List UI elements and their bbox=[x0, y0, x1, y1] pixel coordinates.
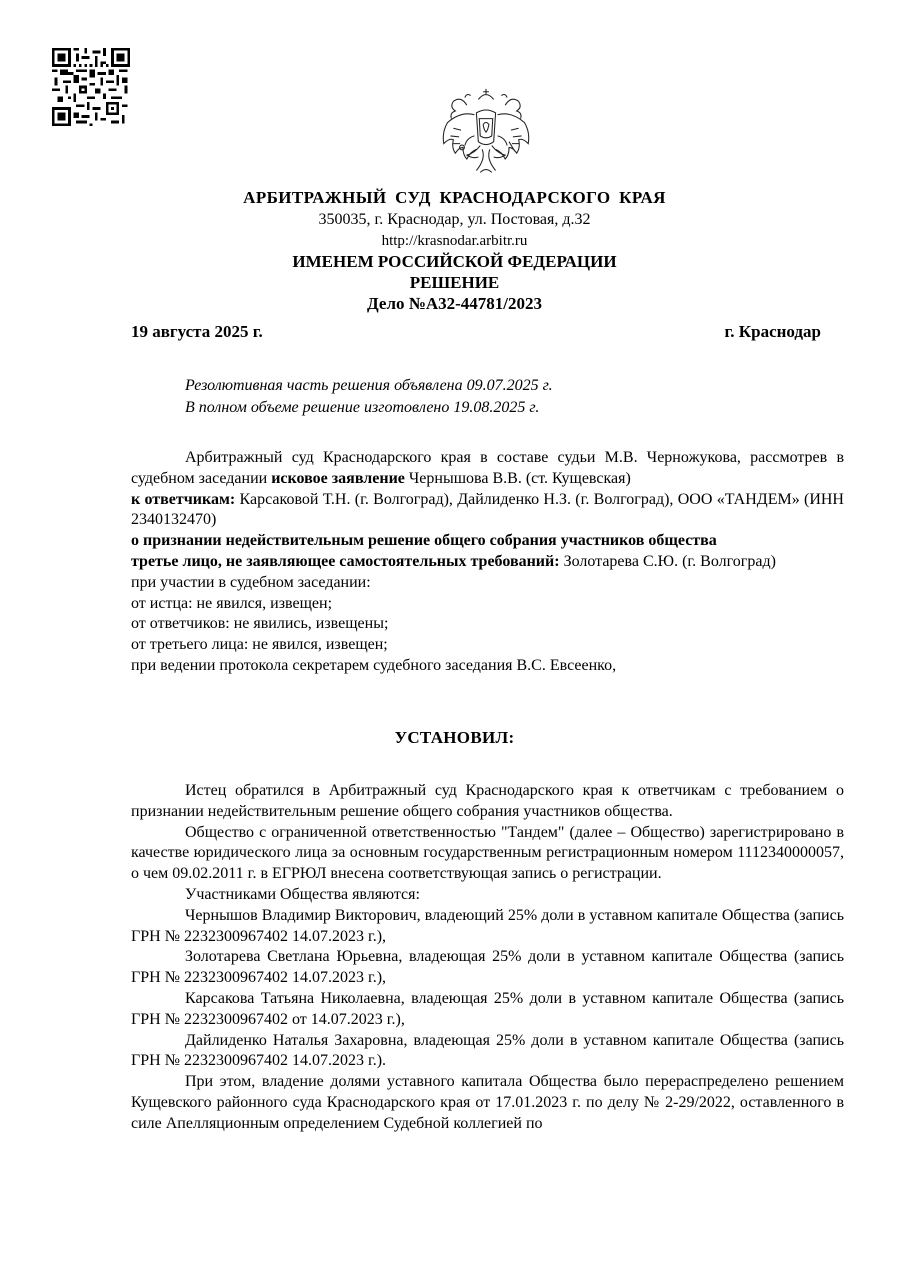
intro-paragraph-defendants-attendance: от ответчиков: не явились, извещены; bbox=[131, 615, 389, 633]
claim-subject: о признании недействительным решение общего собрания участников общества bbox=[131, 532, 717, 550]
body-paragraph: Чернышов Владимир Викторович, владеющий 25% доли в уставном капитале Общества (запись ГРН № 2232300967402 14.07.2023 г.), bbox=[131, 906, 844, 945]
third-party-label: третье лицо, не заявляющее самостоятельных требований: bbox=[131, 552, 560, 570]
body-paragraph: Карсакова Татьяна Николаевна, владеющая 25% доли в уставном капитале Общества (запись ГРН № 2232300967402 от 14.07.2023 г.), bbox=[131, 989, 844, 1028]
decision-notes bbox=[185, 375, 553, 419]
body-paragraph: Участниками Общества являются: bbox=[185, 885, 420, 903]
decision-city: г. Краснодар bbox=[724, 322, 821, 341]
intro-paragraph-participants: при участии в судебном заседании: bbox=[131, 573, 371, 591]
intro-paragraph-subject bbox=[131, 531, 844, 552]
body-paragraph: При этом, владение долями уставного капитала Общества было перераспределено решением Кущевского районного суда Краснодарского края от 17.01.2023 г. по делу № 2-29/2022, оставленного в силе Апелляционным определением Судебной коллегией по bbox=[131, 1073, 844, 1132]
intro-paragraph-court bbox=[131, 448, 844, 490]
main-section bbox=[131, 781, 844, 1135]
full-text-note: В полном объеме решение изготовлено 19.08.2025 г. bbox=[185, 399, 540, 416]
defendants-label: к ответчикам: bbox=[131, 490, 236, 508]
document-type: РЕШЕНИЕ bbox=[409, 273, 500, 292]
intro-paragraph-secretary: при ведении протокола секретарем судебного заседания В.С. Евсеенко, bbox=[131, 656, 617, 674]
intro-paragraph-defendants bbox=[131, 490, 844, 532]
qr-code bbox=[52, 48, 130, 126]
date-line bbox=[131, 322, 821, 342]
body-paragraph: Золотарева Светлана Юрьевна, владеющая 25% доли в уставном капитале Общества (запись ГРН № 2232300967402 14.07.2023 г.), bbox=[131, 948, 844, 987]
court-name: АРБИТРАЖНЫЙ СУД КРАСНОДАРСКОГО КРАЯ bbox=[243, 188, 666, 207]
body-paragraph: Дайлиденко Наталья Захаровна, владеющая 25% доли в уставном капитале Общества (запись ГРН № 2232300967402 14.07.2023 г.). bbox=[131, 1031, 844, 1070]
defendants-text: Карсаковой Т.Н. (г. Волгоград), Дайлиденко Н.З. (г. Волгоград), ООО «ТАНДЕМ» (ИНН 2340132470) bbox=[131, 490, 844, 529]
coat-of-arms-icon bbox=[437, 86, 535, 182]
court-address: 350035, г. Краснодар, ул. Постовая, д.32 bbox=[318, 211, 591, 228]
intro-section bbox=[131, 448, 844, 677]
body-paragraph: Истец обратился в Арбитражный суд Краснодарского края к ответчикам с требованием о признании недействительным решение общего собрания участников общества. bbox=[131, 782, 844, 820]
section-heading: УСТАНОВИЛ: bbox=[394, 728, 515, 747]
resolution-note: Резолютивная часть решения объявлена 09.07.2025 г. bbox=[185, 377, 553, 394]
intro-paragraph-third-party-attendance: от третьего лица: не явился, извещен; bbox=[131, 636, 388, 654]
third-party-text: Золотарева С.Ю. (г. Волгоград) bbox=[559, 552, 776, 570]
decision-date: 19 августа 2025 г. bbox=[131, 322, 263, 341]
intro-paragraph-third-party bbox=[131, 552, 844, 573]
claim-label: исковое заявление bbox=[271, 469, 405, 487]
court-website: http://krasnodar.arbitr.ru bbox=[381, 233, 528, 249]
plaintiff-text: Чернышова В.В. (ст. Кущевская) bbox=[404, 469, 631, 487]
in-the-name-line: ИМЕНЕМ РОССИЙСКОЙ ФЕДЕРАЦИИ bbox=[292, 252, 617, 271]
intro-text: Арбитражный суд Краснодарского края в составе судьи М.В. Черножукова, рассмотрев в судебном заседании bbox=[131, 449, 844, 487]
case-number: Дело №А32-44781/2023 bbox=[367, 294, 542, 313]
body-paragraph: Общество с ограниченной ответственностью "Тандем" (далее – Общество) зарегистрировано в качестве юридического лица за основным государственным регистрационным номером 1112340000057, о чем 09.02.2011 г. в ЕГРЮЛ внесена соответствующая запись о регистрации. bbox=[131, 823, 844, 883]
intro-paragraph-plaintiff-attendance: от истца: не явился, извещен; bbox=[131, 594, 333, 612]
